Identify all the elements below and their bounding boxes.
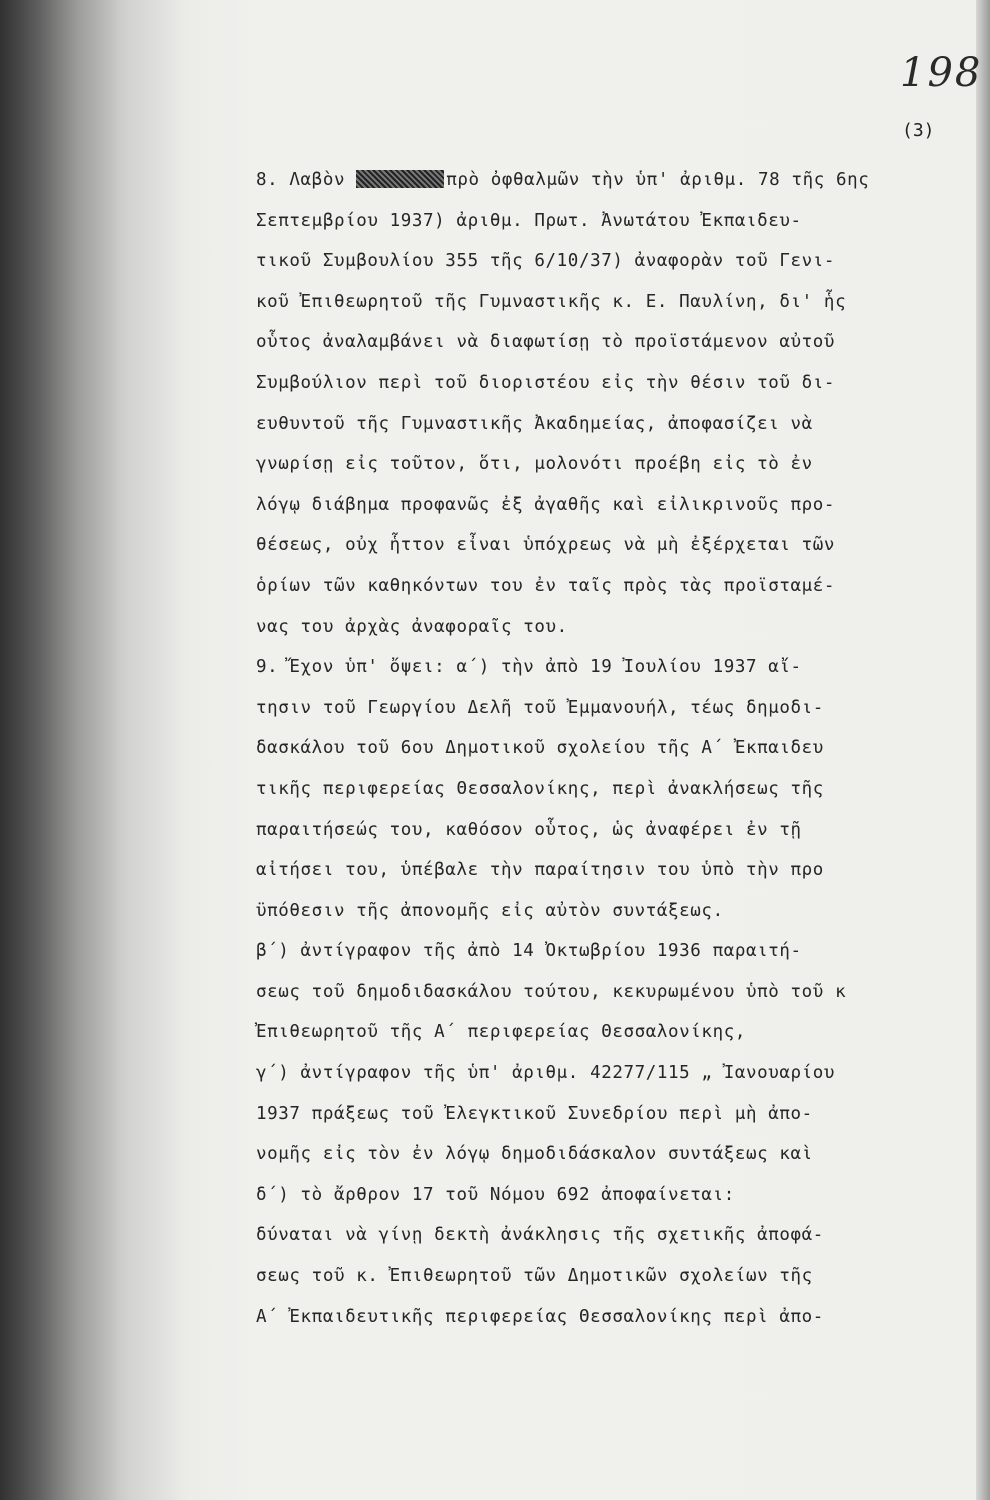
text-line: λόγῳ διάβημα προφανῶς ἐξ ἀγαθῆς καὶ εἰλικρινοῦς προ- xyxy=(256,494,836,515)
text-line: οὗτος ἀναλαμβάνει νὰ διαφωτίσῃ τὸ προϊστάμενον αὐτοῦ xyxy=(256,332,836,353)
text-line: νομῆς εἰς τὸν ἐν λόγῳ δημοδιδάσκαλον συντάξεως καὶ xyxy=(256,1144,813,1165)
text-line: θέσεως, οὐχ ἧττον εἶναι ὑπόχρεως νὰ μὴ ἐξέρχεται τῶν xyxy=(256,535,836,556)
text-line: Συμβούλιον περὶ τοῦ διοριστέου εἰς τὴν θέσιν τοῦ δι- xyxy=(256,372,836,393)
text-line: Ἐπιθεωρητοῦ τῆς Α΄ περιφερείας Θεσσαλονίκης, xyxy=(256,1022,746,1043)
text-line: νας του ἀρχὰς ἀναφοραῖς του. xyxy=(256,616,568,637)
text-line: Σεπτεμβρίου 1937) ἀριθμ. Πρωτ. Ἀνωτάτου Ἐκπαιδευ- xyxy=(256,210,802,231)
text-line: ϋπόθεσιν τῆς ἀπονομῆς εἰς αὐτὸν συντάξεως. xyxy=(256,900,724,921)
text-line: σεως τοῦ δημοδιδασκάλου τούτου, κεκυρωμένου ὑπὸ τοῦ κ xyxy=(256,981,847,1002)
page-number: (3) xyxy=(902,120,935,141)
text-line: ευθυντοῦ τῆς Γυμναστικῆς Ἀκαδημείας, ἀποφασίζει νὰ xyxy=(256,413,813,434)
text-line: παραιτήσεώς του, καθόσον οὗτος, ὡς ἀναφέρει ἐν τῇ xyxy=(256,819,802,840)
text-line: β΄) ἀντίγραφον τῆς ἀπὸ 14 Ὀκτωβρίου 1936 παραιτή- xyxy=(256,941,802,962)
text-line: τικοῦ Συμβουλίου 355 τῆς 6/10/37) ἀναφορὰν τοῦ Γενι- xyxy=(256,251,836,272)
text-fragment: 8. Λαβὸν xyxy=(256,170,346,190)
folio-number: 198 xyxy=(900,50,983,96)
text-line: τησιν τοῦ Γεωργίου Δελῆ τοῦ Ἐμμανουήλ, τέως δημοδι- xyxy=(256,697,824,718)
text-line: δύναται νὰ γίνῃ δεκτὴ ἀνάκλησις τῆς σχετικῆς ἀποφά- xyxy=(256,1225,824,1246)
text-line: Α΄ Ἐκπαιδευτικῆς περιφερείας Θεσσαλονίκης περὶ ἀπο- xyxy=(256,1306,824,1327)
text-line xyxy=(256,160,976,201)
text-line: ὁρίων τῶν καθηκόντων του ἐν ταῖς πρὸς τὰς προϊσταμέ- xyxy=(256,575,836,596)
text-line: γ΄) ἀντίγραφον τῆς ὑπ' ἀριθμ. 42277/115 „ Ἰανουαρίου xyxy=(256,1063,836,1084)
text-line: κοῦ Ἐπιθεωρητοῦ τῆς Γυμναστικῆς κ. Ε. Παυλίνη, δι' ἧς xyxy=(256,291,847,312)
text-line: 1937 πράξεως τοῦ Ἐλεγκτικοῦ Συνεδρίου περὶ μὴ ἀπο- xyxy=(256,1103,813,1124)
text-line: δασκάλου τοῦ 6ου Δημοτικοῦ σχολείου τῆς Α΄ Ἐκπαιδευ xyxy=(256,738,824,759)
typed-text-body xyxy=(256,160,976,1337)
text-line: σεως τοῦ κ. Ἐπιθεωρητοῦ τῶν Δημοτικῶν σχολείων τῆς xyxy=(256,1266,813,1287)
binding-shadow xyxy=(0,0,180,1500)
text-line: τικῆς περιφερείας Θεσσαλονίκης, περὶ ἀνακλήσεως τῆς xyxy=(256,778,824,799)
text-line: δ΄) τὸ ἄρθρον 17 τοῦ Νόμου 692 ἀποφαίνεται: xyxy=(256,1184,735,1205)
text-line: 9. Ἔχον ὑπ' ὄψει: α΄) τὴν ἀπὸ 19 Ἰουλίου 1937 αἴ- xyxy=(256,657,802,678)
redaction-mark xyxy=(356,170,444,188)
text-line: αἰτήσει του, ὑπέβαλε τὴν παραίτησιν του ὑπὸ τὴν προ xyxy=(256,860,824,881)
text-line: γνωρίσῃ εἰς τοῦτον, ὅτι, μολονότι προέβη εἰς τὸ ἐν xyxy=(256,454,813,475)
text-fragment: πρὸ ὀφθαλμῶν τὴν ὑπ' ἀριθμ. 78 τῆς 6ης xyxy=(446,170,870,190)
page-edge xyxy=(976,0,990,1500)
